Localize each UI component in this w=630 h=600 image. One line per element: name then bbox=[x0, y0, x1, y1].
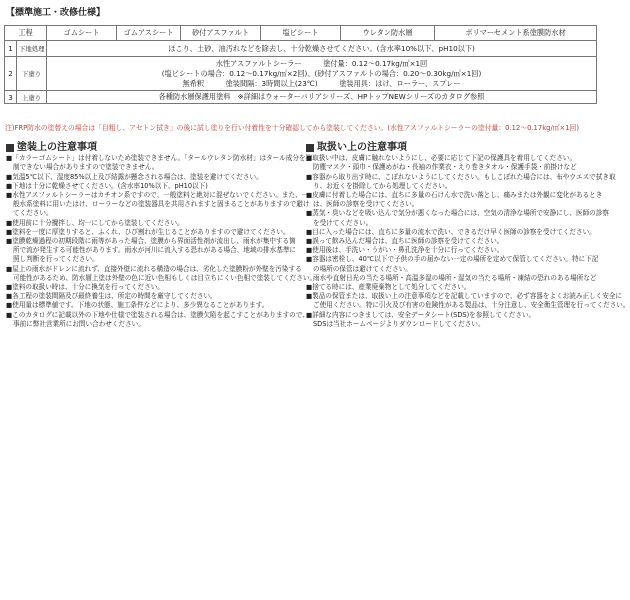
list-item: ■製品の保管または、取扱い上の注意事項などを記載していますので、必ず容器をよくお読み正しく安全に bbox=[306, 292, 623, 301]
list-item: ■目に入った場合には、直ちに多量の流水で洗い、できるだけ早く医師の診察を受けてください。 bbox=[306, 227, 596, 236]
table-row bbox=[5, 91, 597, 104]
list-item: ■蒸気・臭いなどを吸い込んで気分が悪くなった場合には、空気の清浄な場所で安静にし、医師の診察 bbox=[306, 209, 609, 218]
list-item: ■容器から取り出す時に、こぼれないようにしてください。もしこぼれた場合には、布やウエスで拭き取 bbox=[306, 172, 616, 181]
section-title: 【標準施工・改修仕様】 bbox=[6, 8, 106, 18]
row-number: 2 bbox=[5, 57, 17, 91]
row-line: ほこり、土砂、油汚れなどを除去し、十分乾燥させてください。(含水率10%以下、pH10以下) bbox=[168, 43, 475, 53]
row-content bbox=[47, 41, 597, 57]
handling-precautions-list bbox=[306, 154, 630, 329]
header-cell: ウレタン防水層 bbox=[341, 26, 435, 41]
square-bullet-icon bbox=[306, 144, 314, 152]
row-label: 下地処理 bbox=[17, 41, 47, 57]
row-line: 無希釈 塗装間隔：3時間以上(23℃) 塗装用具：はけ、ローラー、スプレー bbox=[182, 78, 461, 88]
handling-precautions-title bbox=[306, 143, 594, 152]
painting-precautions-heading: 塗装上の注意事項 bbox=[17, 142, 97, 153]
list-item: ■各工程の塗装間隔及び最終養生は、所定の時間を厳守してください。 bbox=[6, 292, 217, 301]
row-content bbox=[47, 91, 597, 104]
handling-precautions-heading: 取扱い上の注意事項 bbox=[317, 142, 407, 153]
list-item: ■水性アスファルトシーラーはカチオン系ですので、一般塗料と絶対に混ぜないでください。また、一 bbox=[6, 191, 309, 200]
list-item: ■使用前に十分攪拌し、均一にしてから塗装してください。 bbox=[6, 218, 184, 227]
header-cell: ゴムシート bbox=[47, 26, 117, 41]
spec-table bbox=[4, 25, 597, 104]
frp-note: 注)FRP防水の塗替えの場合は「目粗し、アセトン拭き」の後に試し塗りを行い付着性を十分確認してから塗装してください。(水性アスファルトシーラーの塗付量：0.12〜0.17kg/㎡×1回) bbox=[5, 124, 580, 132]
spec-table-header-row bbox=[5, 26, 597, 41]
list-item: ■このカタログに記載以外の下地や仕様で塗装される場合は、塗膜欠陥を起こすことがありますので、 bbox=[6, 310, 309, 319]
row-label: 下塗り bbox=[17, 57, 47, 91]
row-line: 各種防水層保護用塗料 ※詳細はウォーターバリアシリーズ、HPトップNEWシリーズのカタログ参照 bbox=[158, 92, 485, 101]
list-item: 防塵マスク・頭巾・保護めがね・長袖の作業衣・えり巻きタオル・保護手袋・前掛けなど bbox=[313, 163, 577, 172]
list-item: 事前に弊社営業所にお問い合わせください。 bbox=[13, 319, 145, 328]
list-item: ■詳細な内容につきましては、安全データシート(SDS)を参照してください。 bbox=[306, 310, 536, 319]
list-item: 所で流が発生する可能性があります。雨水が河川に流入する恐れがある場合、地域の排水基準に bbox=[13, 246, 297, 255]
row-number: 3 bbox=[5, 91, 17, 104]
table-row bbox=[5, 41, 597, 57]
row-label: 上塗り bbox=[17, 91, 47, 104]
list-item: り、お近くを掛除してから処理してください。 bbox=[313, 181, 452, 190]
painting-precautions bbox=[6, 142, 317, 329]
list-item: 可能性があるため、防水層上塗は外壁の色に近い色相もしくは目立ちにくい色相で塗装してください。 bbox=[13, 273, 317, 282]
list-item: 雨水や直射日光の当たる場所・高温多湿の場所・湿気の当たる場所・凍結の恐れのある場所など bbox=[313, 273, 597, 282]
table-row bbox=[5, 57, 597, 91]
list-item: ■塗膜乾燥過程の初期段階に雨等があった場合、塗膜から界面活性剤が流出し、雨水が集中する箇 bbox=[6, 237, 296, 246]
list-item: 照し判断を行ってください。 bbox=[13, 255, 99, 264]
painting-precautions-title bbox=[6, 143, 294, 152]
row-content bbox=[47, 57, 597, 91]
list-item: てください。 bbox=[13, 209, 53, 218]
list-item: を受けてください。 bbox=[313, 218, 373, 227]
header-cell: ポリマーセメント系塗膜防水材 bbox=[435, 26, 597, 41]
row-line: (塩ビシートの場合：0.12〜0.17kg/㎡×2回)、(砂付アスファルトの場合：0.20〜0.30kg/㎡×1回) bbox=[161, 68, 482, 78]
list-item: ■取扱い中は、皮膚に触れないようにし、必要に応じて下記の保護具を着用してください。 bbox=[306, 154, 576, 163]
list-item: 般水系塗料に用いたはけ、ローラーなどの塗装器具を共用されますと固まることがありますので避け bbox=[13, 200, 310, 209]
list-item: SDSは当社ホームページよりダウンロードしてください。 bbox=[313, 319, 485, 328]
list-item: ■下地は十分に乾燥させてください。(含水率10%以下、pH10以下) bbox=[6, 181, 208, 190]
list-item: ■「カラーゴムシート」は付着しないため塗装できません。「タールウレタン防水材」はタール成分を抑 bbox=[6, 154, 313, 163]
square-bullet-icon bbox=[6, 144, 14, 152]
list-item: ■誤って飲み込んだ場合は、直ちに医師の診察を受けてください。 bbox=[306, 237, 504, 246]
list-item: 制できない場合がありますので塗装できません。 bbox=[13, 163, 159, 172]
handling-precautions bbox=[306, 142, 630, 329]
list-item: ■使用後は、手洗い・うがい・鼻孔洗浄を十分に行ってください。 bbox=[306, 246, 504, 255]
header-cell: 塩ビシート bbox=[261, 26, 341, 41]
list-item: ■使用量は標準値です。下地の状態、施工条件などにより、多少異なることがあります。 bbox=[6, 301, 269, 310]
list-item: は、医師の診察を受けてください。 bbox=[313, 200, 419, 209]
header-cell: 砂付アスファルト bbox=[181, 26, 261, 41]
list-item: ■屋上の雨水がドレンに流れず、直接外壁に流れる構造の場合は、劣化した塗膜粉が外壁を汚染する bbox=[6, 264, 302, 273]
row-line: 水性アスファルトシーラー 塗付量：0.12〜0.17kg/㎡×1回 bbox=[215, 58, 428, 68]
list-item: ご使用ください。特に引火及び有害の危険性がある製品は、十分注意し、安全衛生管理を行ってください。 bbox=[313, 301, 630, 310]
header-cell: ゴムアスシート bbox=[117, 26, 181, 41]
list-item: ■捨てる時には、産業廃棄物として処分してください。 bbox=[306, 283, 471, 292]
header-cell: 工程 bbox=[5, 26, 47, 41]
list-item: ■気温5℃以下、湿度85%以上及び結露が懸念される場合は、塗装を避けてください。 bbox=[6, 172, 263, 181]
list-item: の場所の保管は避けてください。 bbox=[313, 264, 412, 273]
row-number: 1 bbox=[5, 41, 17, 57]
list-item: ■容器は密栓し、40℃以下で子供の手の届かない一定の場所を定めて保管してください。特に下記 bbox=[306, 255, 599, 264]
painting-precautions-list bbox=[6, 154, 317, 329]
list-item: ■塗料の取扱い時は、十分に換気を行ってください。 bbox=[6, 283, 164, 292]
list-item: ■皮膚に付着した場合には、直ちに多量の石けん水で洗い落とし、痛みまたは外観に変化があるとき bbox=[306, 191, 603, 200]
list-item: ■塗料を一度に厚塗りすると、ふくれ、ひび割れが生じることがありますので避けてください。 bbox=[6, 227, 290, 236]
